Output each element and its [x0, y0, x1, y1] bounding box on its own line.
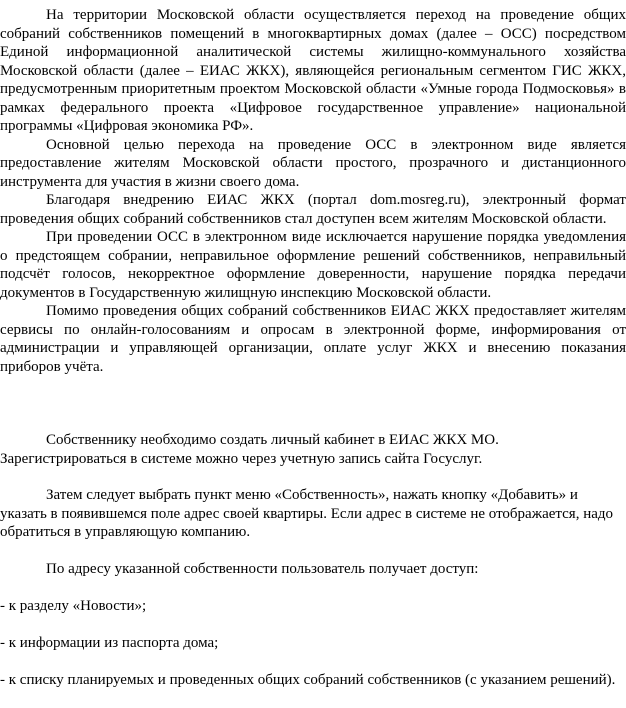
registration-section	[0, 431, 626, 468]
paragraph-transition-intro: На территории Московской области осуществляется переход на проведение общих собраний собственников помещений в многоквартирных домах (далее – ОСС) посредством Единой информационной аналитической системы жилищно-коммунального хозяйства Московской области (далее – ЕИАС ЖКХ), являющейся региональным сегментом ГИС ЖКХ, предусмотренным приоритетным проектом Московской области «Умные города Подмосковья» в рамках федерального проекта «Цифровое государственное управление» национальной программы «Цифровая экономика РФ».	[0, 7, 626, 134]
access-section	[0, 560, 626, 579]
paragraph-services: Помимо проведения общих собраний собственников ЕИАС ЖКХ предоставляет жителям сервисы по онлайн-голосованиям и опросам в электронной форме, информирования от администрации и управляющей организации, оплате услуг ЖКХ и внесению показания приборов учёта.	[0, 303, 626, 375]
paragraph-violations-excluded: При проведении ОСС в электронном виде исключается нарушение порядка уведомления о предстоящем собрании, неправильное оформление решений собственников, неправильный подсчёт голосов, некорректное оформление доверенности, нарушение порядка передачи документов в Государственную жилищную инспекцию Московской области.	[0, 229, 626, 301]
paragraph-access-intro: По адресу указанной собственности пользователь получает доступ:	[46, 561, 479, 577]
list-item-house-passport: - к информации из паспорта дома;	[0, 635, 219, 651]
paragraph-add-property: Затем следует выбрать пункт меню «Собственность», нажать кнопку «Добавить» и указать в появившемся поле адрес своей квартиры. Если адрес в системе не отображается, надо обратиться в управляющую компанию.	[0, 487, 614, 540]
access-list-2	[0, 634, 626, 653]
list-item-meetings: - к списку планируемых и проведенных общих собраний собственников (с указанием решений).	[0, 672, 616, 688]
paragraph-portal-introduction: Благодаря внедрению ЕИАС ЖКХ (портал dom.mosreg.ru), электронный формат проведения общих собраний собственников стал доступен всем жителям Московской области.	[0, 192, 626, 227]
property-section	[0, 486, 626, 542]
access-list	[0, 597, 626, 616]
justified-section	[0, 6, 626, 376]
access-list-3	[0, 671, 626, 690]
paragraph-create-account: Собственнику необходимо создать личный кабинет в ЕИАС ЖКХ МО. Зарегистрироваться в системе можно через учетную запись сайта Госуслуг.	[0, 432, 499, 467]
list-item-news: - к разделу «Новости»;	[0, 598, 147, 614]
paragraph-main-goal: Основной целью перехода на проведение ОСС в электронном виде является предоставление жителям Московской области простого, прозрачного и дистанционного инструмента для участия в жизни своего дома.	[0, 136, 626, 190]
